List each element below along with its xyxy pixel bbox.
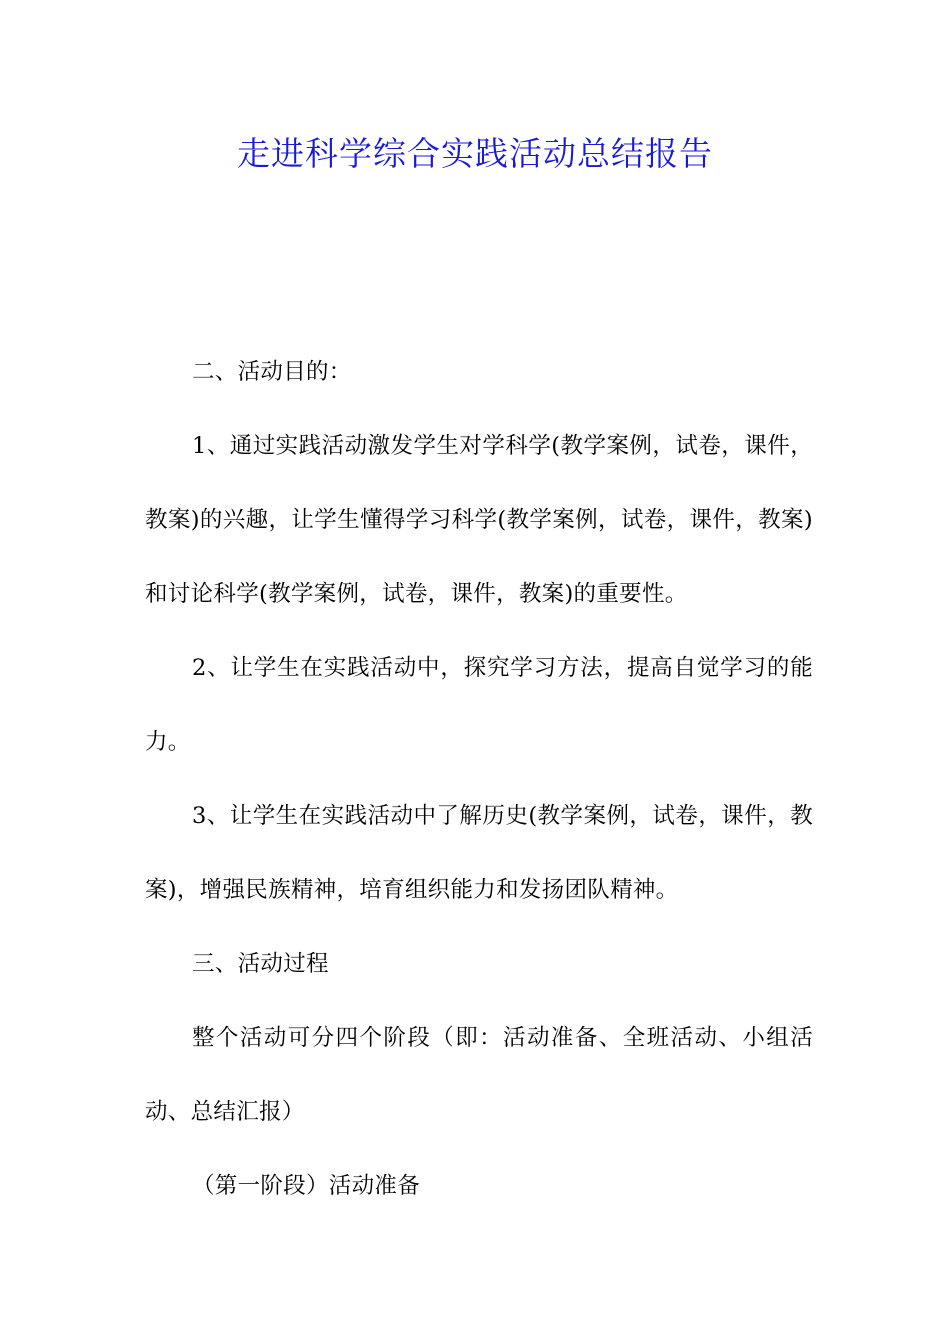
section-heading-process: 三、活动过程: [192, 951, 329, 977]
stage-one-heading: （第一阶段）活动准备: [192, 1173, 421, 1199]
process-overview: 整个活动可分四个阶段（即：活动准备、全班活动、小组活动、总结汇报）: [145, 1025, 813, 1125]
document-title: 走进科学综合实践活动总结报告: [237, 134, 713, 173]
purpose-item-3: 3、让学生在实践活动中了解历史(教学案例，试卷，课件，教案)，增强民族精神，培育组织能力和发扬团队精神。: [145, 803, 813, 903]
purpose-item-2: 2、让学生在实践活动中，探究学习方法，提高自觉学习的能力。: [145, 655, 813, 755]
purpose-item-1: 1、通过实践活动激发学生对学科学(教学案例，试卷，课件，教案)的兴趣，让学生懂得学习科学(教学案例，试卷，课件，教案)和讨论科学(教学案例，试卷，课件，教案)的重要性。: [145, 433, 813, 607]
section-heading-purpose: 二、活动目的：: [192, 359, 352, 385]
document-body: [145, 335, 813, 1223]
